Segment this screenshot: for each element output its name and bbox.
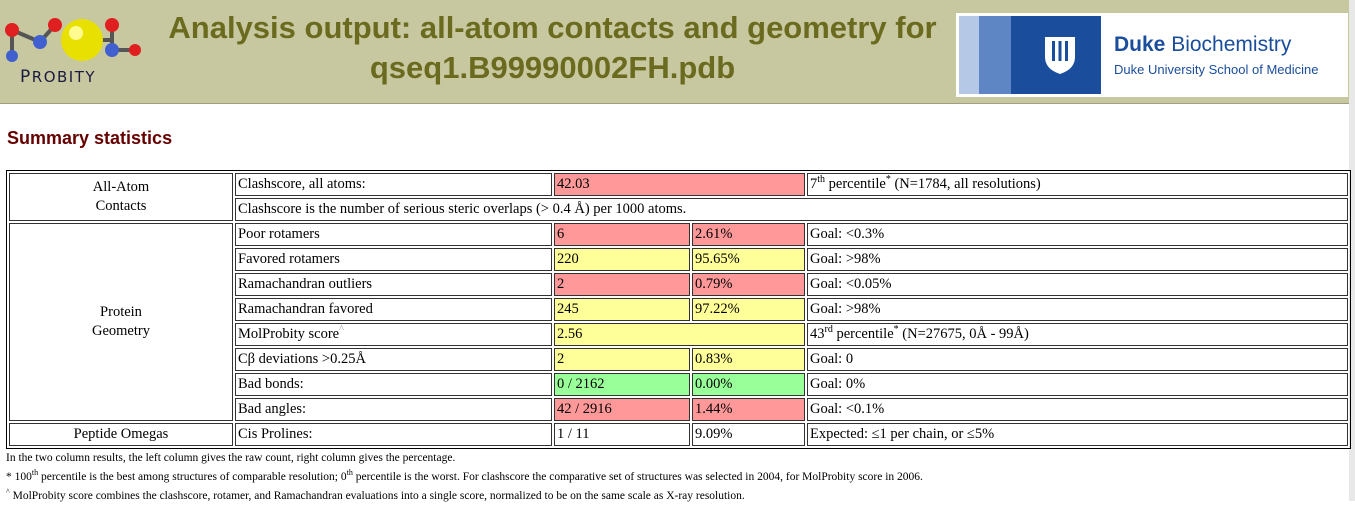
cis-prolines-percent: 9.09%: [692, 423, 805, 446]
summary-table: [6, 170, 1351, 449]
table-row: [9, 223, 1348, 246]
clashscore-label: Clashscore, all atoms:: [235, 173, 552, 196]
clashscore-value: 42.03: [554, 173, 805, 196]
row-count: 2: [554, 348, 690, 371]
page-title: [150, 8, 955, 88]
row-percent: 1.44%: [692, 398, 805, 421]
category-peptide-omegas: Peptide Omegas: [9, 423, 233, 446]
molecule-icon: [0, 0, 150, 103]
cis-prolines-count: 1 / 11: [554, 423, 690, 446]
duke-biochemistry-banner[interactable]: [956, 13, 1348, 97]
category-all-atom-contacts: All-Atom Contacts: [9, 173, 233, 221]
row-count: 42 / 2916: [554, 398, 690, 421]
row-label: Favored rotamers: [235, 248, 552, 271]
duke-shield-icon: [1043, 35, 1077, 75]
footnote-percentile: * 100th percentile is the best among structures of comparable resolution; 0th percentile is the worst. For clashscore the comparative set of structures was selected in 2004, for MolProbity score in 2006.: [6, 468, 923, 483]
footnotes: [6, 449, 923, 506]
row-goal: Goal: <0.1%: [807, 398, 1348, 421]
row-percent: 95.65%: [692, 248, 805, 271]
page-header: [0, 0, 1349, 104]
row-goal: Goal: >98%: [807, 248, 1348, 271]
footnote-molprobity: ^ MolProbity score combines the clashscore, rotamer, and Ramachandran evaluations into a single score, normalized to be on the same scale as X-ray resolution.: [6, 487, 745, 502]
category-protein-geometry: Protein Geometry: [9, 223, 233, 421]
row-label: Bad bonds:: [235, 373, 552, 396]
row-goal: Goal: <0.3%: [807, 223, 1348, 246]
duke-subtitle: Duke University School of Medicine: [1114, 62, 1319, 77]
row-goal: Goal: <0.05%: [807, 273, 1348, 296]
cis-prolines-label: Cis Prolines:: [235, 423, 552, 446]
clashscore-percentile: 7th percentile* (N=1784, all resolutions): [807, 173, 1348, 196]
row-percent: 97.22%: [692, 298, 805, 321]
footnote-columns: In the two column results, the left column gives the raw count, right column gives the percentage.: [6, 452, 456, 464]
clashscore-description: Clashscore is the number of serious steric overlaps (> 0.4 Å) per 1000 atoms.: [235, 198, 1348, 221]
duke-title: Duke Biochemistry: [1114, 33, 1292, 56]
molprobity-score-value: 2.56: [554, 323, 805, 346]
row-label: Ramachandran favored: [235, 298, 552, 321]
row-count: 2: [554, 273, 690, 296]
row-count: 220: [554, 248, 690, 271]
title-line-2: qseq1.B99990002FH.pdb: [369, 50, 736, 85]
row-percent: 0.83%: [692, 348, 805, 371]
logo-text: PROBITY: [20, 67, 97, 87]
row-label: Cβ deviations >0.25Å: [235, 348, 552, 371]
table-row: [9, 423, 1348, 446]
row-goal: Goal: >98%: [807, 298, 1348, 321]
row-count: 6: [554, 223, 690, 246]
molprobity-logo[interactable]: [0, 0, 150, 103]
row-goal: Goal: 0%: [807, 373, 1348, 396]
row-percent: 2.61%: [692, 223, 805, 246]
row-percent: 0.00%: [692, 373, 805, 396]
cis-prolines-expected: Expected: ≤1 per chain, or ≤5%: [807, 423, 1348, 446]
title-line-1: Analysis output: all-atom contacts and geometry for: [168, 10, 937, 45]
row-label: Bad angles:: [235, 398, 552, 421]
molprobity-score-label: MolProbity score^: [235, 323, 552, 346]
table-row: [9, 173, 1348, 196]
row-count: 0 / 2162: [554, 373, 690, 396]
row-label: Ramachandran outliers: [235, 273, 552, 296]
row-percent: 0.79%: [692, 273, 805, 296]
molprobity-percentile: 43rd percentile* (N=27675, 0Å - 99Å): [807, 323, 1348, 346]
row-count: 245: [554, 298, 690, 321]
row-label: Poor rotamers: [235, 223, 552, 246]
section-title: Summary statistics: [7, 128, 173, 148]
row-goal: Goal: 0: [807, 348, 1348, 371]
